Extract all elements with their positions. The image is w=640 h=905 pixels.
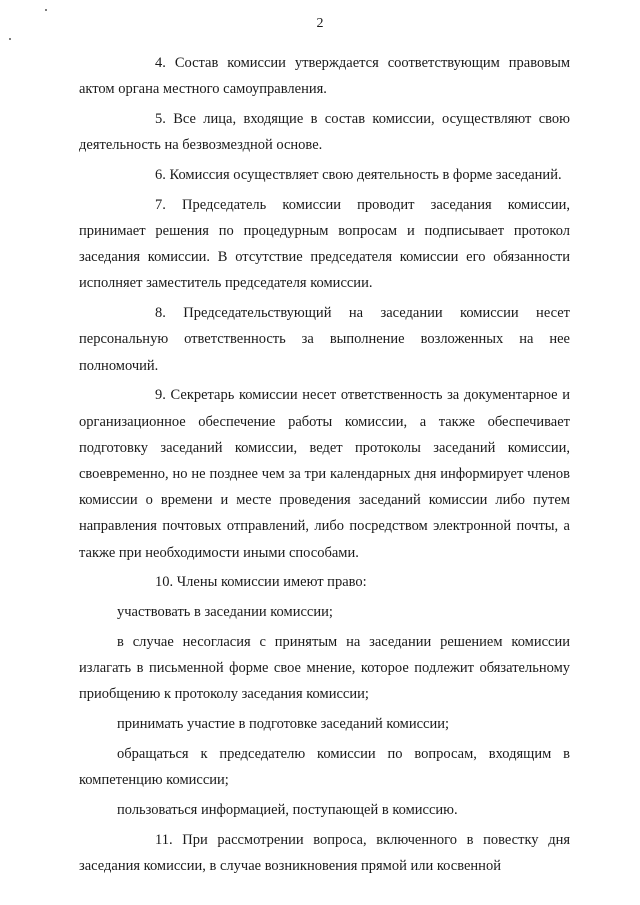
paragraph-number: 5. [155,111,166,127]
paragraph-8 [79,300,570,379]
paragraph-number: 7. [155,196,166,213]
paragraph-text: Секретарь комиссии несет ответственность за документарное и организационное обеспечение работы комиссии, а также обеспечивает подготовку заседаний комиссии, ведет протоколы заседаний комиссии, своевременно, но не позднее чем за три календарных дня информирует членов комиссии о времени и месте проведения заседаний комиссии либо путем направления почтовых отправлений, либо посредством электронной почты, а также при необходимости иными способами. [79,387,571,561]
paragraph-text: пользоваться информацией, поступающей в комиссию. [117,802,458,819]
paragraph-text: обращаться к председателю комиссии по вопросам, входящим в компетенцию комиссии; [79,746,570,789]
paragraph-5 [79,106,570,158]
scan-speck [45,9,47,11]
paragraph-6 [79,162,570,188]
paragraph-10-item-3 [79,711,570,737]
paragraph-number: 11. [155,831,173,848]
paragraph-4 [79,50,570,102]
paragraph-text: Члены комиссии имеют право: [176,574,367,591]
paragraph-10 [79,569,570,595]
paragraph-9 [79,382,570,565]
paragraph-7 [79,192,570,297]
paragraph-text: участвовать в заседании комиссии; [117,604,333,621]
paragraph-11 [79,827,570,879]
paragraph-text: При рассмотрении вопроса, включенного в повестку дня заседания комиссии, в случае возникновения прямой или косвенной [79,831,571,875]
paragraph-10-item-5 [79,797,570,823]
paragraph-10-item-4 [79,741,570,793]
document-body [79,50,570,879]
paragraph-text: Все лица, входящие в состав комиссии, осуществляют свою деятельность на безвозмездной основе. [79,111,571,154]
paragraph-number: 9. [155,387,166,404]
paragraph-number: 4. [155,55,166,71]
paragraph-text: Председательствующий на заседании комиссии несет персональную ответственность за выполнение возложенных на нее полномочий. [79,305,570,374]
paragraph-text: Председатель комиссии проводит заседания комиссии, принимает решения по процедурным вопросам и подписывает протокол заседания комиссии. В отсутствие председателя комиссии его обязанности исполняет заместитель председателя комиссии. [79,196,570,292]
paragraph-text: в случае несогласия с принятым на заседании решением комиссии излагать в письменной форме свое мнение, которое подлежит обязательному приобщению к протоколу заседания комиссии; [79,634,570,703]
paragraph-number: 6. [155,167,166,183]
paragraph-10-item-1 [79,599,570,625]
scan-speck [9,38,11,40]
paragraph-text: Комиссия осуществляет свою деятельность в форме заседаний. [169,167,562,183]
paragraph-text: принимать участие в подготовке заседаний комиссии; [117,716,450,733]
page-number: 2 [316,16,324,31]
paragraph-number: 8. [155,305,166,322]
paragraph-number: 10. [155,574,174,591]
paragraph-10-item-2 [79,629,570,708]
paragraph-text: Состав комиссии утверждается соответствующим правовым актом органа местного самоуправления. [79,55,570,98]
